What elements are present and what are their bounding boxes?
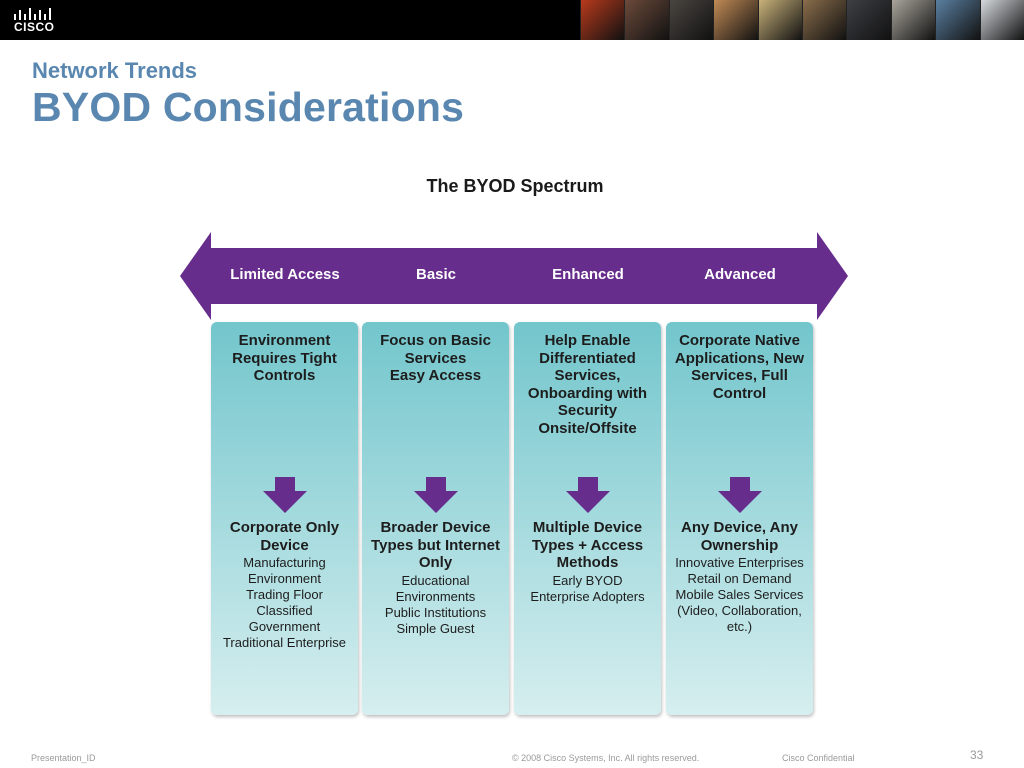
column-profile [365,519,506,637]
header-photo [802,0,846,40]
footer-presentation-id: Presentation_ID [31,753,96,763]
header-photo [758,0,802,40]
profile-examples [214,555,355,651]
description-line: Security [557,402,618,419]
description-line: Easy Access [389,367,482,384]
heading-line: Methods [556,554,619,571]
description-line: Onsite/Offsite [538,419,637,437]
description-line: Control [712,384,767,402]
profile-heading [517,519,658,572]
heading-line: Any Device, Any [681,519,798,536]
heading-line: Types + Access [531,536,644,554]
heading-line: Device [260,536,309,554]
example-line: Simple Guest [396,620,475,636]
level-label-basic: Basic [415,266,457,283]
description-line: Environment [238,332,331,349]
column-enhanced [514,322,661,715]
description-line: Help Enable [544,332,631,349]
description-line: Applications, New [674,349,805,367]
column-profile [669,519,810,635]
column-basic [362,322,509,715]
example-line: Manufacturing [243,555,326,570]
column-profile [214,519,355,651]
description-line: Requires Tight [232,349,337,367]
column-limited-access [211,322,358,715]
profile-heading [214,519,355,554]
example-line: Environment [248,571,321,586]
heading-line: Types but Internet [371,536,500,554]
example-line: Educational [401,572,470,588]
column-description [518,332,657,437]
page-number: 33 [970,748,984,762]
description-line: Corporate Native [679,332,800,349]
arrow-down-icon [718,477,762,513]
example-line: Environments [395,588,476,604]
logo-text: CISCO [14,20,55,34]
header-photo [891,0,935,40]
header-photo [624,0,668,40]
example-line: Government [248,619,321,634]
description-line: Differentiated [539,349,636,367]
profile-examples [517,573,658,605]
header-photo-strip [580,0,1024,40]
level-label-advanced: Advanced [704,266,776,283]
heading-line: Ownership [700,536,779,554]
header-photo [846,0,890,40]
description-line: Services, [554,367,621,384]
footer-copyright: © 2008 Cisco Systems, Inc. All rights reserved. [512,753,700,763]
profile-examples [669,555,810,635]
profile-heading [365,519,506,572]
example-line: Classified [256,603,313,618]
description-line: Onboarding with [527,384,648,402]
description-line: Services, Full [691,367,788,384]
column-profile [517,519,658,605]
section-title: Network Trends [32,58,198,83]
description-line: Services [404,349,467,367]
arrow-down-icon [263,477,307,513]
level-label-enhanced: Enhanced [552,266,624,283]
spectrum-title: The BYOD Spectrum [426,176,604,196]
slide-title: BYOD Considerations [32,84,465,130]
level-label-limited-access: Limited Access [230,266,340,283]
example-line: Innovative Enterprises [675,555,804,570]
example-line: Early BYOD [552,572,623,588]
column-advanced [666,322,813,715]
heading-line: Only [418,554,453,571]
footer-confidential: Cisco Confidential [782,753,855,763]
header-bar [0,0,1024,40]
example-line: Trading Floor [246,587,323,602]
profile-heading [669,519,810,554]
example-line: Enterprise Adopters [530,588,645,604]
column-description [670,332,809,402]
arrow-down-icon [566,477,610,513]
header-photo [713,0,757,40]
header-photo [669,0,713,40]
heading-line: Broader Device [380,519,491,536]
description-line: Focus on Basic [380,332,491,349]
example-line: Traditional Enterprise [222,635,347,650]
column-description [366,332,505,385]
profile-examples [365,573,506,637]
heading-line: Multiple Device [532,519,643,536]
example-line: Public Institutions [384,604,487,620]
description-line: Controls [253,367,316,384]
column-description [215,332,354,385]
header-photo [935,0,979,40]
heading-line: Corporate Only [229,519,340,536]
header-photo [580,0,624,40]
example-line: Mobile Sales Services [675,587,804,602]
example-line: Retail on Demand [687,571,792,586]
example-line: etc.) [726,619,753,634]
arrow-down-icon [414,477,458,513]
example-line: (Video, Collaboration, [677,603,802,618]
header-photo [980,0,1024,40]
